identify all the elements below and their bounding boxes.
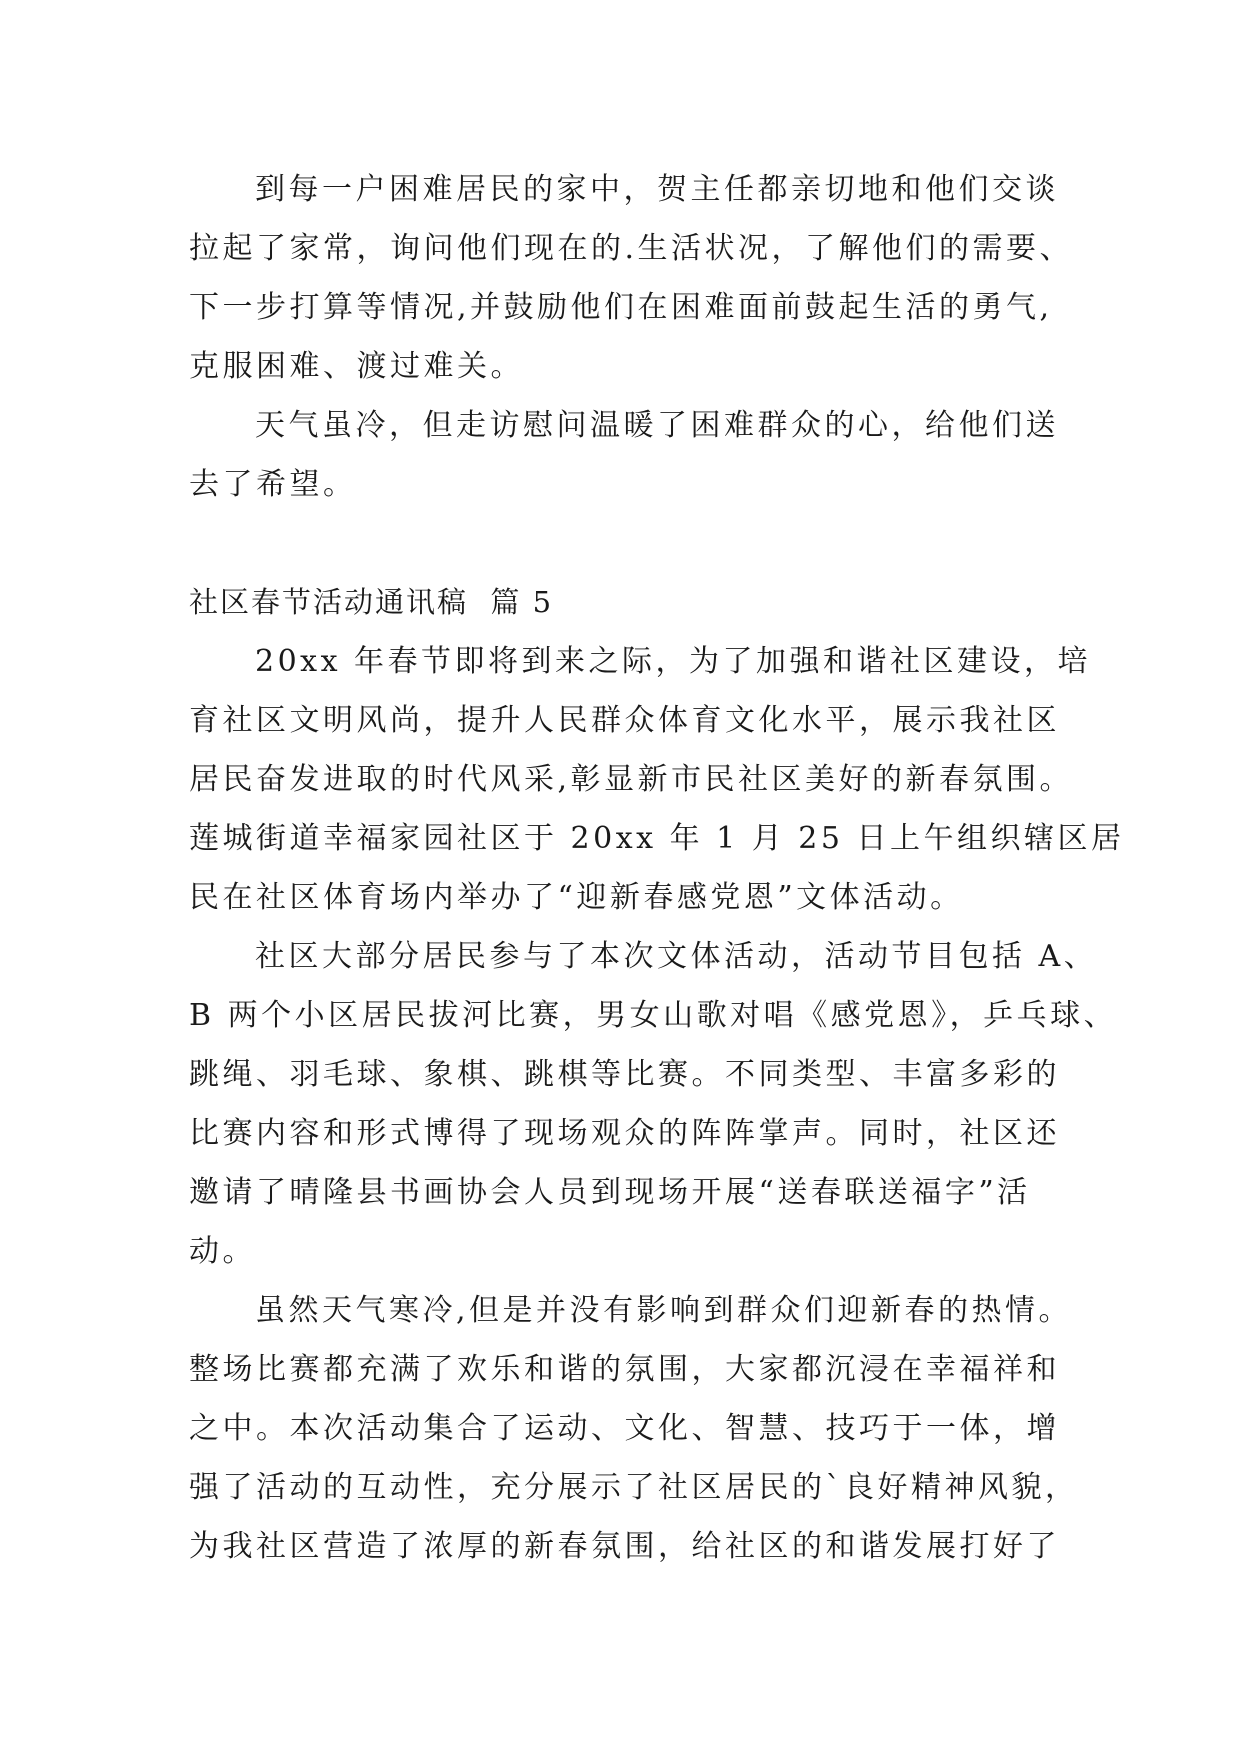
- text-line: 下一步打算等情况,并鼓励他们在困难面前鼓起生活的勇气,: [189, 290, 1053, 325]
- text-line: 为我社区营造了浓厚的新春氛围，给社区的和谐发展打好了: [189, 1529, 1060, 1564]
- text-line: 莲城街道幸福家园社区于 20xx 年 1 月 25 日上午组织辖区居: [189, 821, 1125, 856]
- text-line: 到每一户困难居民的家中，贺主任都亲切地和他们交谈: [255, 172, 1059, 207]
- document-body: [189, 160, 1125, 1576]
- text-line: 动。: [189, 1234, 256, 1269]
- text-line: 居民奋发进取的时代风采,彰显新市民社区美好的新春氛围。: [189, 762, 1074, 797]
- text-line: 20xx 年春节即将到来之际，为了加强和谐社区建设，培: [255, 644, 1092, 679]
- text-line: B 两个小区居民拔河比赛，男女山歌对唱《感党恩》，乒乓球、: [189, 998, 1118, 1033]
- text-line: 育社区文明风尚，提升人民群众体育文化水平，展示我社区: [189, 703, 1060, 738]
- text-line: 社区大部分居民参与了本次文体活动，活动节目包括 A、: [255, 939, 1098, 974]
- text-line: 比赛内容和形式博得了现场观众的阵阵掌声。同时，社区还: [189, 1116, 1060, 1151]
- text-line: 克服困难、渡过难关。: [189, 349, 524, 384]
- text-line: 整场比赛都充满了欢乐和谐的氛围，大家都沉浸在幸福祥和: [189, 1352, 1060, 1387]
- text-line: 天气虽冷，但走访慰问温暖了困难群众的心，给他们送: [255, 408, 1059, 443]
- section-heading: 社区春节活动通讯稿 篇 5: [189, 585, 554, 619]
- text-line: 跳绳、羽毛球、象棋、跳棋等比赛。不同类型、丰富多彩的: [189, 1057, 1060, 1092]
- paragraph: [189, 1281, 1089, 1576]
- text-line: 之中。本次活动集合了运动、文化、智慧、技巧于一体，增: [189, 1411, 1060, 1446]
- text-line: 去了希望。: [189, 467, 357, 502]
- text-line: 邀请了晴隆县书画协会人员到现场开展“送春联送福字”活: [189, 1175, 1031, 1210]
- text-line: 民在社区体育场内举办了“迎新春感党恩”文体活动。: [189, 880, 964, 915]
- text-line: 拉起了家常，询问他们现在的.生活状况，了解他们的需要、: [189, 231, 1074, 266]
- paragraph: [189, 396, 1089, 514]
- text-line: 强了活动的互动性，充分展示了社区居民的`良好精神风貌，: [189, 1470, 1079, 1505]
- paragraph: [189, 927, 1118, 1281]
- text-line: 虽然天气寒冷,但是并没有影响到群众们迎新春的热情。: [255, 1293, 1073, 1328]
- paragraph: [189, 632, 1125, 927]
- paragraph: [189, 160, 1089, 396]
